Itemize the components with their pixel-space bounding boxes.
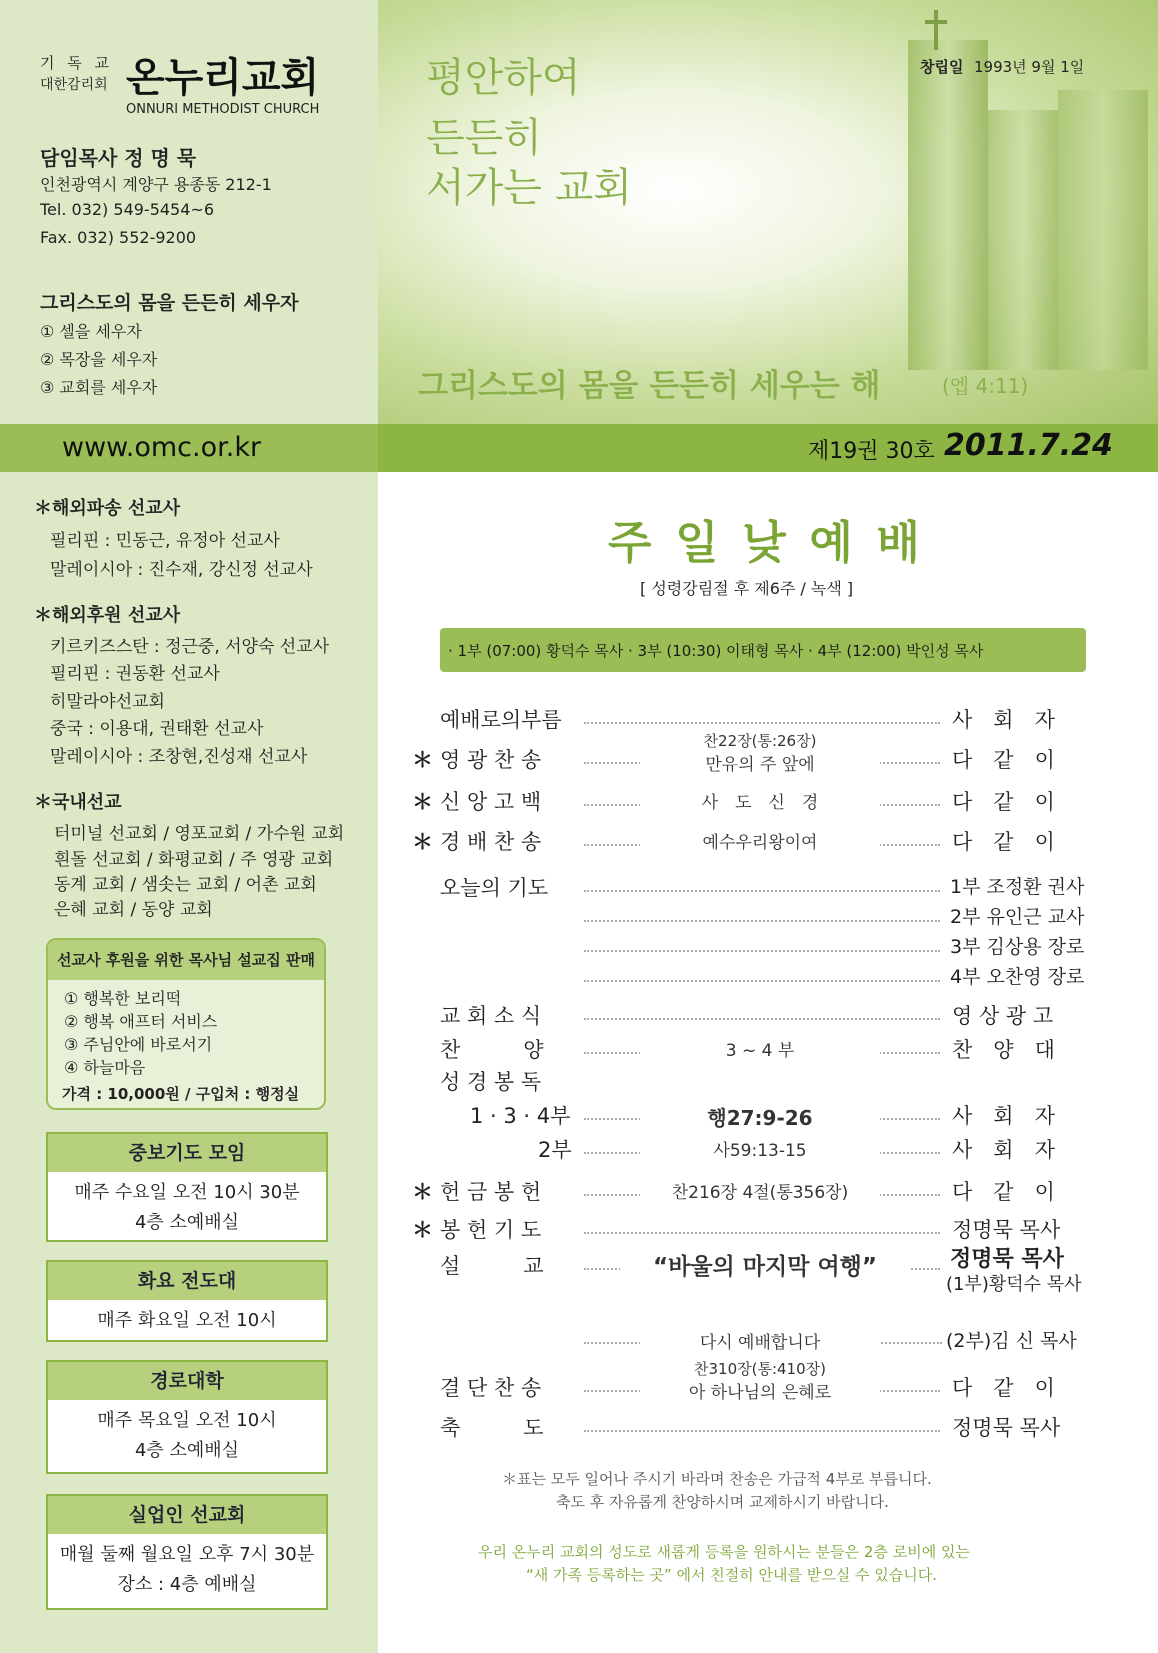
website-link[interactable]: www.omc.or.kr (62, 432, 262, 463)
order-leader: 3부 김상용 장로 (946, 932, 1084, 959)
section-title-text: 해외후원 선교사 (52, 605, 180, 626)
missionary-line: 필리핀 : 민동근, 유정아 선교사 (50, 531, 280, 551)
leader-dots (584, 722, 940, 724)
order-label: 봉 헌 기 도 (440, 1218, 542, 1242)
asterisk-icon: ＊ (34, 605, 52, 626)
order-leader: 정명묵 목사 (948, 1214, 1060, 1244)
church-name: 온누리교회 (126, 55, 320, 101)
order-leader: 정명묵 목사 (948, 1412, 1060, 1442)
slogan-line-2: 든든히 (426, 115, 542, 161)
church-tel: Tel. 032) 549-5454~6 (40, 200, 214, 219)
motto-item: ③ 교회를 세우자 (40, 378, 158, 397)
order-hymn-number: 찬22장(통:26장) (640, 730, 880, 751)
meeting-info (48, 1306, 326, 1336)
order-leader: 영 상 광 고 (948, 1000, 1053, 1030)
order-leader: 사 회 자 (948, 1100, 1055, 1130)
order-label: 축 도 (440, 1416, 544, 1440)
order-detail: 찬216장 4절(통356장) (640, 1178, 880, 1203)
church-address: 인천광역시 계양구 용종동 212-1 (40, 175, 272, 194)
order-detail: 아 하나님의 은혜로 (640, 1378, 880, 1403)
order-label: 신 앙 고 백 (440, 790, 542, 814)
book-item: ③ 주님안에 바로서기 (64, 1035, 213, 1054)
slogan-line-3: 서가는 교회 (426, 165, 632, 211)
cross-bar (925, 20, 947, 24)
meeting-title: 경로대학 (48, 1362, 326, 1400)
meeting-line: 매주 목요일 오전 10시 (97, 1410, 277, 1431)
order-detail: “바울의 마지막 여행” (620, 1248, 910, 1281)
book-sale-title: 선교사 후원을 위한 목사님 설교집 판매 (48, 940, 324, 980)
service-times: · 1부 (07:00) 황덕수 목사 · 3부 (10:30) 이태형 목사 · 4부 (12:00) 박인성 목사 (448, 642, 984, 660)
book-item: ① 행복한 보리떡 (64, 989, 182, 1008)
order-detail: 다시 예배합니다 (640, 1328, 880, 1353)
meeting-line: 매월 둘째 월요일 오후 7시 30분 (59, 1544, 315, 1565)
asterisk-icon: ＊ (412, 1218, 433, 1242)
meeting-title: 중보기도 모임 (48, 1134, 326, 1172)
missionary-line: 히말라야선교회 (50, 692, 165, 712)
missionary-line: 중국 : 이용대, 권태환 선교사 (50, 719, 264, 739)
meeting-info (48, 1406, 326, 1466)
order-leader: (2부)김 신 목사 (946, 1326, 1077, 1353)
section-title-text: 국내선교 (52, 792, 122, 813)
order-leader: 2부 유인근 교사 (946, 902, 1084, 929)
meeting-box (46, 1360, 328, 1474)
meeting-line: 장소 : 4층 예배실 (117, 1574, 257, 1595)
order-detail: 예수우리왕이여 (640, 828, 880, 853)
motto-item: ② 목장을 세우자 (40, 350, 158, 369)
order-label: 영 광 찬 송 (440, 748, 542, 772)
motto-title: 그리스도의 몸을 든든히 세우자 (40, 292, 299, 314)
church-prefix-2: 대한감리회 (40, 77, 108, 93)
leader-dots (584, 1232, 940, 1234)
asterisk-icon: ＊ (412, 830, 433, 854)
meeting-line: 매주 수요일 오전 10시 30분 (74, 1182, 300, 1203)
book-item: ④ 하늘마음 (64, 1058, 146, 1077)
leader-dots (584, 980, 940, 982)
missionary-line: 키르키즈스탄 : 정근중, 서양숙 선교사 (50, 637, 330, 657)
meeting-line: 4층 소예배실 (134, 1212, 240, 1233)
order-leader-alt: (1부)황덕수 목사 (946, 1274, 1082, 1295)
service-times-bar (440, 628, 1086, 672)
order-leader: 사 회 자 (948, 1134, 1055, 1164)
order-label: 경 배 찬 송 (440, 830, 542, 854)
missionary-line: 말레이시아 : 조창현,진성재 선교사 (50, 747, 308, 767)
asterisk-icon: ＊ (412, 1180, 433, 1204)
service-subtitle: [ 성령강림절 후 제6주 / 녹색 ] (640, 579, 854, 598)
service-title: 주 일 낮 예 배 (608, 516, 925, 569)
section-title-overseas (34, 494, 180, 520)
section-title-domestic (34, 788, 122, 814)
church-building-image-3 (1058, 90, 1148, 370)
order-label: 예배로의부름 (440, 708, 562, 732)
order-label: 오늘의 기도 (440, 876, 549, 900)
meeting-box (46, 1260, 328, 1342)
order-leader: 4부 오찬영 장로 (946, 962, 1084, 989)
issue-number: 제19권 30호 (808, 439, 935, 464)
order-leader: 다 같 이 (948, 1372, 1055, 1402)
asterisk-icon: ＊ (34, 498, 52, 519)
section-title-text: 해외파송 선교사 (52, 498, 180, 519)
order-leader: 찬 양 대 (948, 1034, 1055, 1064)
pastor-name: 담임목사 정 명 묵 (40, 146, 197, 170)
leader-dots (584, 890, 940, 892)
order-leader: 정명묵 목사 (946, 1242, 1064, 1273)
order-label: 헌 금 봉 헌 (440, 1180, 542, 1204)
order-label: 2부 (538, 1138, 572, 1162)
church-building-image-2 (988, 110, 1058, 370)
order-detail: 만유의 주 앞에 (640, 750, 880, 775)
register-line: “새 가족 등록하는 곳” 에서 친절히 안내를 받으실 수 있습니다. (526, 1566, 937, 1584)
church-fax: Fax. 032) 552-9200 (40, 228, 197, 247)
motto-item: ① 셀을 세우자 (40, 322, 142, 341)
order-leader: 다 같 이 (948, 744, 1055, 774)
book-item: ② 행복 애프터 서비스 (64, 1012, 218, 1031)
founded-date: 1993년 9월 1일 (974, 58, 1085, 76)
order-label: 결 단 찬 송 (440, 1376, 542, 1400)
mission-line: 동계 교회 / 샘솟는 교회 / 어촌 교회 (54, 875, 317, 895)
book-price: 가격 : 10,000원 / 구입처 : 행정실 (62, 1085, 300, 1103)
meeting-info (48, 1178, 326, 1238)
register-line: 우리 온누리 교회의 성도로 새롭게 등록을 원하시는 분들은 2층 로비에 있는 (478, 1543, 970, 1561)
order-leader: 다 같 이 (948, 826, 1055, 856)
order-leader: 다 같 이 (948, 786, 1055, 816)
order-label: 설 교 (440, 1254, 544, 1278)
leader-dots (584, 1018, 940, 1020)
year-theme-ref: (엡 4:11) (942, 374, 1029, 398)
order-detail: 사59:13-15 (640, 1136, 880, 1161)
note-line: ＊표는 모두 일어나 주시기 바라며 찬송은 가급적 4부로 부릅니다. (502, 1470, 932, 1488)
meeting-info (48, 1540, 326, 1600)
missionary-line: 말레이시아 : 진수재, 강신정 선교사 (50, 560, 313, 580)
mission-line: 흰돌 선교회 / 화평교회 / 주 영광 교회 (54, 850, 334, 870)
asterisk-icon: ＊ (412, 790, 433, 814)
leader-dots (584, 950, 940, 952)
church-building-image (908, 40, 988, 370)
asterisk-icon: ＊ (34, 792, 52, 813)
mission-line: 터미널 선교회 / 영포교회 / 가수원 교회 (54, 824, 345, 844)
order-detail: 사 도 신 경 (640, 788, 880, 813)
order-hymn-number: 찬310장(통:410장) (640, 1358, 880, 1379)
cross-icon (934, 10, 938, 50)
asterisk-icon: ＊ (412, 748, 433, 772)
church-name-en: ONNURI METHODIST CHURCH (126, 102, 320, 117)
slogan-line-1: 평안하여 (426, 55, 581, 101)
order-leader: 사 회 자 (948, 704, 1055, 734)
order-label: 교 회 소 식 (440, 1004, 542, 1028)
leader-dots (584, 920, 940, 922)
church-prefix-1: 기 독 교 (40, 54, 114, 72)
meeting-box (46, 1494, 328, 1610)
meeting-line: 매주 화요일 오전 10시 (97, 1310, 277, 1331)
order-label: 성 경 봉 독 (440, 1070, 542, 1094)
year-theme: 그리스도의 몸을 든든히 세우는 해 (418, 368, 881, 404)
section-title-support (34, 601, 180, 627)
issue-date: 2011.7.24 (944, 428, 1113, 463)
missionary-line: 필리핀 : 권동환 선교사 (50, 664, 220, 684)
note-line: 축도 후 자유롭게 찬양하시며 교제하시기 바랍니다. (556, 1493, 889, 1511)
order-leader: 1부 조정환 권사 (946, 872, 1084, 899)
order-label: 1 · 3 · 4부 (470, 1104, 571, 1128)
leader-dots (584, 1430, 940, 1432)
meeting-title: 화요 전도대 (48, 1262, 326, 1300)
meeting-box (46, 1132, 328, 1242)
book-sale-box (46, 938, 326, 1110)
mission-line: 은혜 교회 / 동양 교회 (54, 900, 213, 920)
meeting-title: 실업인 선교회 (48, 1496, 326, 1534)
order-label: 찬 양 (440, 1038, 544, 1062)
order-detail: 행27:9-26 (640, 1102, 880, 1131)
order-detail: 3 ~ 4 부 (640, 1036, 880, 1061)
order-leader: 다 같 이 (948, 1176, 1055, 1206)
founded-label: 창립일 (920, 58, 964, 76)
meeting-line: 4층 소예배실 (134, 1440, 240, 1461)
